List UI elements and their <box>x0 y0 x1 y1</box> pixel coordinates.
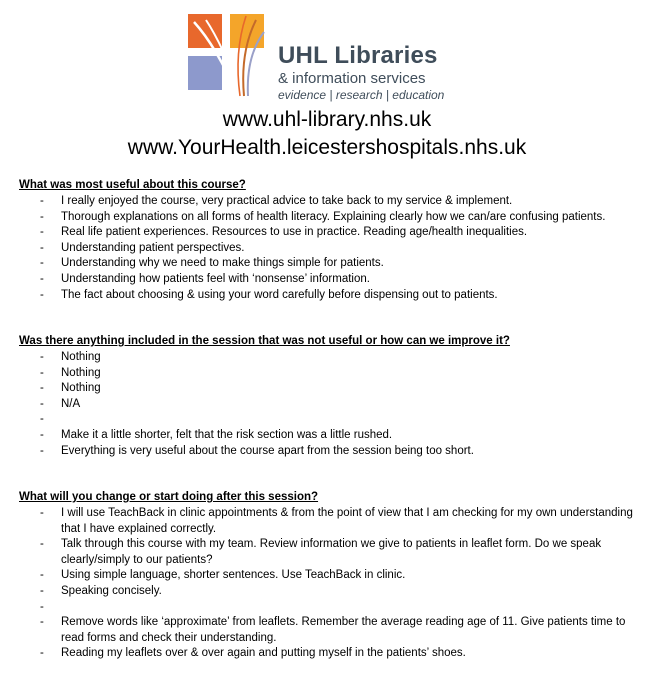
list-item <box>0 272 640 288</box>
response-text: Nothing <box>61 351 101 363</box>
list-item <box>0 600 640 616</box>
bullet-dash: - <box>40 600 44 613</box>
list-item <box>0 381 640 397</box>
bullet-dash: - <box>40 538 44 551</box>
bullet-dash: - <box>40 616 44 629</box>
responses-improve <box>0 350 640 459</box>
list-item <box>0 428 640 444</box>
list-item <box>0 366 640 382</box>
bullet-dash: - <box>40 569 44 582</box>
response-text: Reading my leaflets over & over again and putting myself in the patients’ shoes. <box>61 647 466 660</box>
bullet-dash: - <box>40 397 44 410</box>
list-item <box>0 288 640 304</box>
bullet-dash: - <box>40 382 44 395</box>
bullet-dash: - <box>40 584 44 597</box>
bullet-dash: - <box>40 428 44 441</box>
bullet-dash: - <box>40 241 44 254</box>
response-text: Nothing <box>61 382 101 395</box>
response-text: Make it a little shorter, felt that the risk section was a little rushed. <box>61 428 393 441</box>
library-url: www.uhl-library.nhs.uk <box>222 108 432 131</box>
bullet-dash: - <box>40 647 44 660</box>
bullet-dash: - <box>40 195 44 207</box>
list-item <box>0 506 640 537</box>
response-text <box>61 413 64 425</box>
response-text: Nothing <box>61 366 101 379</box>
section-heading-most-useful: What was most useful about this course? <box>19 179 246 191</box>
responses-most-useful <box>0 194 640 303</box>
list-item <box>0 584 640 600</box>
response-text: Understanding why we need to make things simple for patients. <box>61 257 384 270</box>
list-item <box>0 615 640 646</box>
list-item <box>0 412 640 428</box>
response-text: I really enjoyed the course, very practical advice to take back to my service & implement. <box>61 195 513 207</box>
section-heading-change: What will you change or start doing after this session? <box>19 491 319 503</box>
logo-tagline: evidence | research | education <box>278 88 445 102</box>
response-text: Thorough explanations on all forms of health literacy. Explaining clearly how we can/are confusing patients. <box>61 210 606 223</box>
logo-subtitle: & information services <box>278 70 426 87</box>
bullet-dash: - <box>40 507 44 519</box>
list-item <box>0 537 640 568</box>
bullet-dash: - <box>40 351 44 363</box>
bullet-dash: - <box>40 226 44 239</box>
responses-change <box>0 506 640 662</box>
list-item <box>0 210 640 226</box>
response-text: I will use TeachBack in clinic appointments & from the point of view that I am checking for my own understanding that I have explained correctly. <box>61 507 633 535</box>
list-item <box>0 241 640 257</box>
list-item <box>0 225 640 241</box>
uhl-libraries-logo <box>186 12 446 104</box>
list-item <box>0 350 640 366</box>
response-text: Remove words like ‘approximate’ from leaflets. Remember the average reading age of 11. Give patients time to read forms and check their understanding. <box>61 616 626 644</box>
bullet-dash: - <box>40 257 44 270</box>
bullet-dash: - <box>40 210 44 223</box>
response-text: N/A <box>61 397 81 410</box>
response-text: Talk through this course with my team. Review information we give to patients in leaflet form. Do we speak clearly/simply to our patients? <box>61 538 602 566</box>
logo-mark-icon <box>186 12 272 98</box>
bullet-dash: - <box>40 288 44 301</box>
response-text: The fact about choosing & using your word carefully before dispensing out to patients. <box>61 288 498 301</box>
list-item <box>0 646 640 662</box>
bullet-dash: - <box>40 413 44 426</box>
response-text: Everything is very useful about the course apart from the session being too short. <box>61 444 474 457</box>
list-item <box>0 444 640 460</box>
yourhealth-url: www.YourHealth.leicestershospitals.nhs.uk <box>127 136 527 159</box>
bullet-dash: - <box>40 444 44 457</box>
bullet-dash: - <box>40 366 44 379</box>
response-text <box>61 601 64 613</box>
response-text: Understanding how patients feel with ‘nonsense’ information. <box>61 272 370 285</box>
response-text: Using simple language, shorter sentences. Use TeachBack in clinic. <box>61 569 406 582</box>
logo-title: UHL Libraries <box>278 42 438 69</box>
list-item <box>0 397 640 413</box>
response-text: Understanding patient perspectives. <box>61 241 245 254</box>
list-item <box>0 568 640 584</box>
section-heading-improve: Was there anything included in the session that was not useful or how can we improve it? <box>19 335 510 347</box>
response-text: Speaking concisely. <box>61 584 162 597</box>
response-text: Real life patient experiences. Resources to use in practice. Reading age/health inequalities. <box>61 226 528 239</box>
bullet-dash: - <box>40 272 44 285</box>
list-item <box>0 194 640 210</box>
list-item <box>0 256 640 272</box>
